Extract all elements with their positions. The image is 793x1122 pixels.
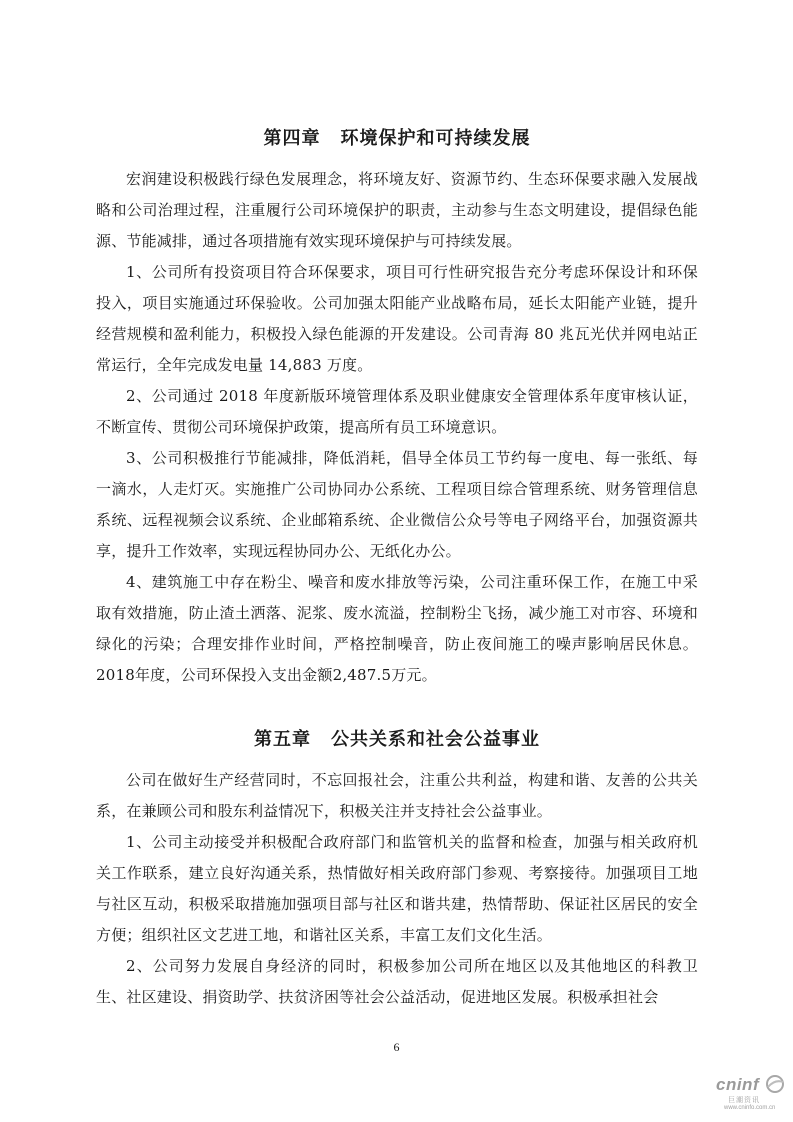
logo-wordmark: cninf bbox=[716, 1075, 760, 1094]
section-spacer bbox=[96, 691, 698, 725]
chapter-4-item-1: 1、公司所有投资项目符合环保要求，项目可行性研究报告充分考虑环保设计和环保投入，项目实施通过环保验收。公司加强太阳能产业战略布局，延长太阳能产业链，提升经营规模和盈利能力，积极投入绿色能源的开发建设。公司青海 80 兆瓦光伏并网电站正常运行，全年完成发电量 14,883 万度。 bbox=[96, 263, 698, 374]
logo-chinese-name: 巨潮资讯 bbox=[728, 1096, 760, 1104]
page-content bbox=[96, 124, 698, 1013]
chapter-4-heading: 环境保护和可持续发展 bbox=[340, 128, 531, 149]
chapter-4-intro: 宏润建设积极践行绿色发展理念，将环境友好、资源节约、生态环保要求融入发展战略和公司治理过程，注重履行公司环境保护的职责，主动参与生态文明建设，提倡绿色能源、节能减排，通过各项措施有效实现环境保护与可持续发展。 bbox=[96, 170, 698, 250]
chapter-5-heading: 公共关系和社会公益事业 bbox=[331, 729, 540, 750]
logo-swoosh-icon bbox=[764, 1073, 786, 1095]
chapter-5-item-1: 1、公司主动接受并积极配合政府部门和监管机关的监督和检查，加强与相关政府机关工作联系，建立良好沟通关系，热情做好相关政府部门参观、考察接待。加强项目工地与社区互动，积极采取措施加强项目部与社区和谐共建，热情帮助、保证社区居民的安全方便；组织社区文艺进工地，和谐社区关系，丰富工友们文化生活。 bbox=[96, 833, 698, 944]
chapter-4-number: 第四章 bbox=[263, 128, 321, 149]
chapter-5-item-2: 2、公司努力发展自身经济的同时，积极参加公司所在地区以及其他地区的科教卫生、社区建设、捐资助学、扶贫济困等社会公益活动，促进地区发展。积极承担社会 bbox=[96, 957, 698, 1006]
chapter-4-item-3: 3、公司积极推行节能减排，降低消耗，倡导全体员工节约每一度电、每一张纸、每一滴水，人走灯灭。实施推广公司协同办公系统、工程项目综合管理系统、财务管理信息系统、远程视频会议系统、企业邮箱系统、企业微信公众号等电子网络平台，加强资源共享，提升工作效率，实现远程协同办公、无纸化办公。 bbox=[96, 449, 698, 560]
cninfo-logo bbox=[716, 1075, 788, 1115]
chapter-5-intro: 公司在做好生产经营同时，不忘回报社会，注重公共利益，构建和谐、友善的公共关系，在兼顾公司和股东利益情况下，积极关注并支持社会公益事业。 bbox=[96, 771, 698, 820]
chapter-4-item-2: 2、公司通过 2018 年度新版环境管理体系及职业健康安全管理体系年度审核认证，不断宣传、贯彻公司环境保护政策，提高所有员工环境意识。 bbox=[96, 387, 698, 436]
chapter-5-number: 第五章 bbox=[254, 729, 311, 750]
logo-url: www.cninfo.com.cn bbox=[724, 1105, 776, 1111]
chapter-5-title bbox=[96, 725, 698, 755]
chapter-4-title bbox=[96, 124, 698, 154]
page-number: 6 bbox=[393, 1040, 400, 1054]
chapter-4-item-4: 4、建筑施工中存在粉尘、噪音和废水排放等污染，公司注重环保工作，在施工中采取有效措施，防止渣土洒落、泥浆、废水流溢，控制粉尘飞扬，减少施工对市容、环境和绿化的污染；合理安排作业时间，严格控制噪音，防止夜间施工的噪声影响居民休息。2018年度，公司环保投入支出金额2,487.5万元。 bbox=[96, 573, 698, 684]
